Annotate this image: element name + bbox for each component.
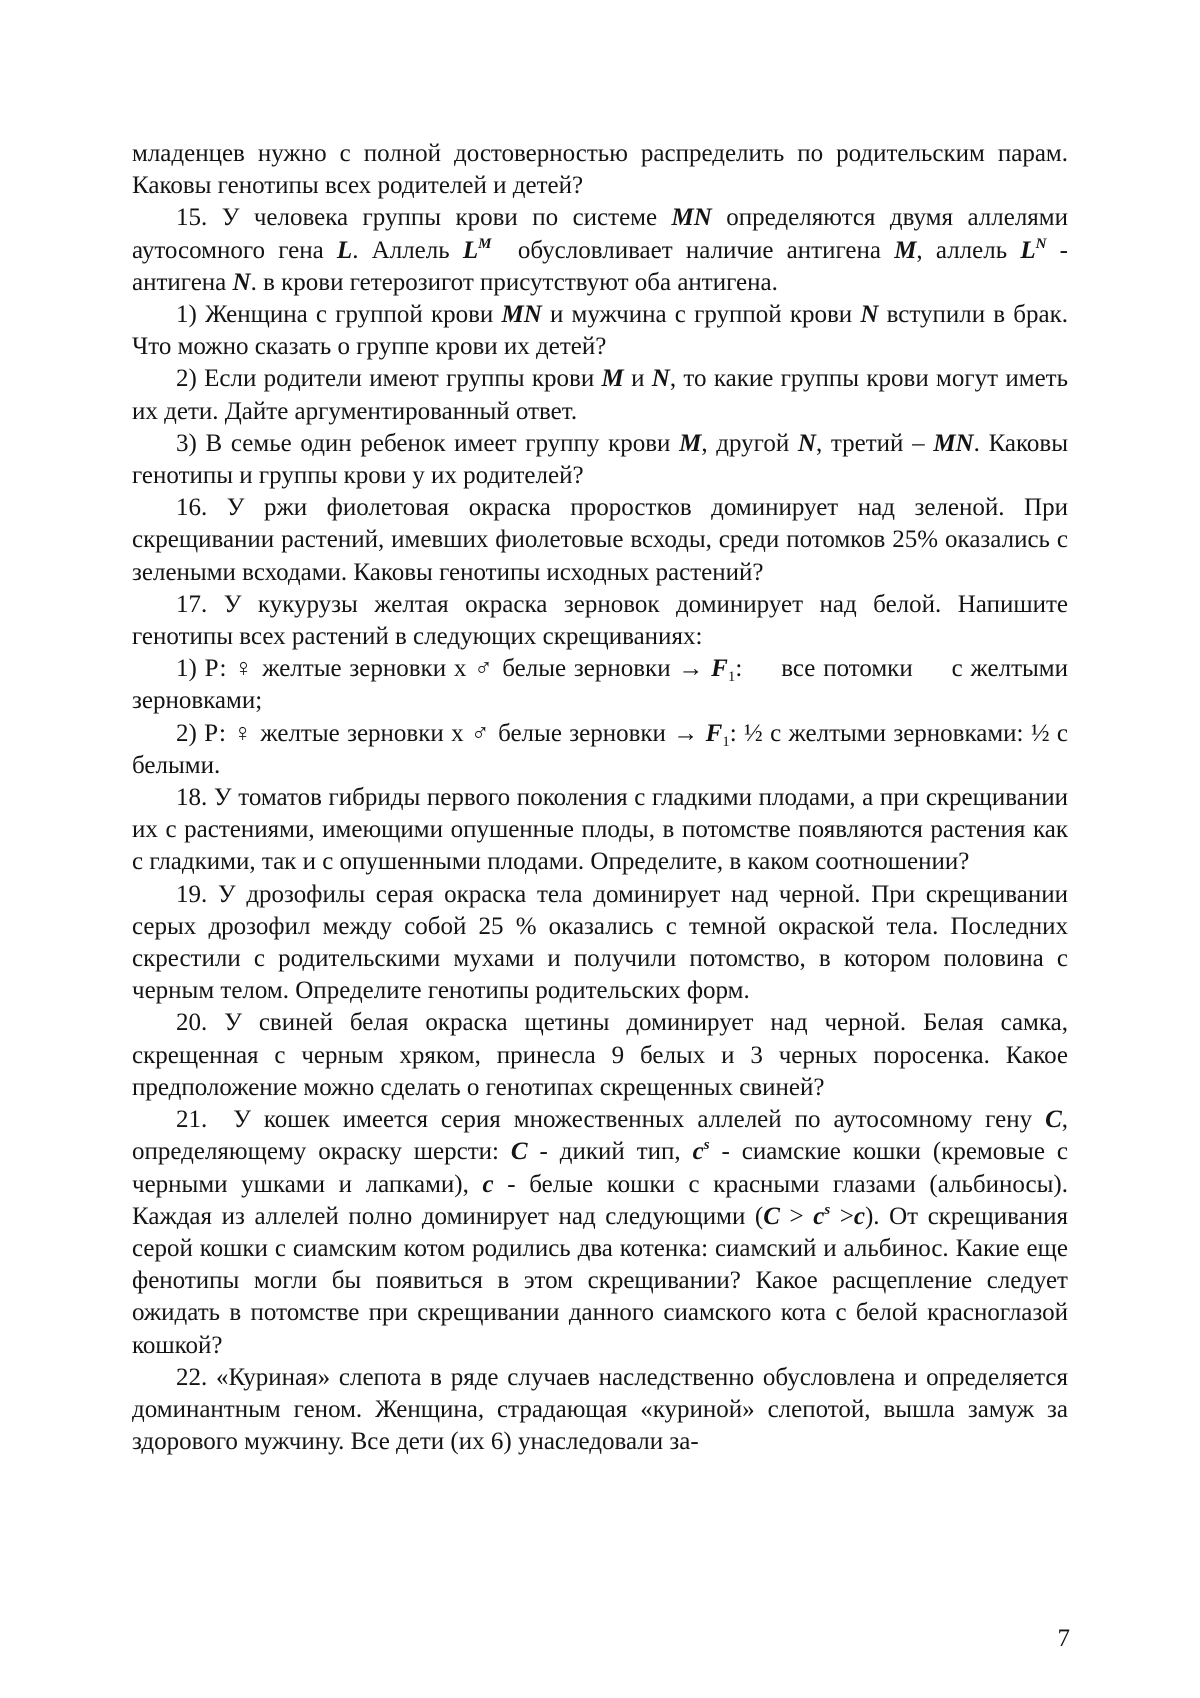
problem-21: 21. У кошек имеется серия множественных аллелей по аутосомному гену C, определяющему окраску шерсти: C - дикий тип, $c^s$ - сиамские кошки (кремовые с черными ушками и лапками), c - белые кошки с красными глазами (альбиносы). Каждая из аллелей полно доминирует над следующими $(C > c^s >c)$. От скрещивания серой кошки с сиамским котом родились два котенка: сиамский и альбинос. Какие еще фенотипы могли бы появиться в этом скрещивании? Какое расщепление следует ожидать в потомстве при скрещивании данного сиамского кота с белой красноглазой кошкой?	[132, 1106, 1068, 1359]
problem-17-cross-2: 2) Р: ♀ желтые зерновки х ♂ белые зерновки → $F_1$: ½ с желтыми зерновками: ½ с белыми.	[132, 719, 1068, 779]
problem-17-cross-1: 1) Р: ♀ желтые зерновки х ♂ белые зерновки → $F_1$: все потомки с желтыми зерновками;	[132, 655, 1068, 715]
paragraph-continuation: младенцев нужно с полной достоверностью распределить по родительским парам. Каковы генотипы всех родителей и детей?	[132, 140, 1068, 200]
problem-22: 22. «Куриная» слепота в ряде случаев наследственно обусловлена и определяется доминантным геном. Женщина, страдающая «куриной» слепотой, вышла замуж за здорового мужчину. Все дети (их 6) унаследовали за-	[132, 1363, 1068, 1456]
problem-15-question-1: 1) Женщина с группой крови MN и мужчина с группой крови N вступили в брак. Что можно сказать о группе крови их детей?	[132, 301, 1068, 361]
problem-19: 19. У дрозофилы серая окраска тела доминирует над черной. При скрещивании серых дрозофил между собой 25 % оказались с темной окраской тела. Последних скрестили с родительскими мухами и получили потомство, в котором половина с черным телом. Определите генотипы родительских форм.	[132, 880, 1068, 1005]
problem-20: 20. У свиней белая окраска щетины доминирует над черной. Белая самка, скрещенная с черным хряком, принесла 9 белых и 3 черных поросенка. Какое предположение можно сделать о генотипах скрещенных свиней?	[132, 1009, 1068, 1101]
body-text	[132, 138, 1068, 1458]
problem-15-question-3: 3) В семье один ребенок имеет группу крови M, другой N, третий – MN. Каковы генотипы и группы крови у их родителей?	[132, 429, 1068, 490]
problem-17: 17. У кукурузы желтая окраска зерновок доминирует над белой. Напишите генотипы всех растений в следующих скрещиваниях:	[132, 590, 1068, 651]
problem-15-intro: 15. У человека группы крови по системе MN определяются двумя аллелями аутосомного гена L. Аллель $L^M$ обусловливает наличие антигена M, аллель $L^N$ - антигена N. в крови гетерозигот присутствуют оба антигена.	[132, 204, 1069, 296]
problem-16: 16. У ржи фиолетовая окраска проростков доминирует над зеленой. При скрещивании растений, имевших фиолетовые всходы, среди потомков 25% оказались с зелеными всходами. Каковы генотипы исходных растений?	[132, 494, 1068, 586]
page-number: 7	[1057, 1625, 1070, 1652]
problem-18: 18. У томатов гибриды первого поколения с гладкими плодами, а при скрещивании их с растениями, имеющими опушенные плоды, в потомстве появляются растения как с гладкими, так и с опушенными плодами. Определите, в каком соотношении?	[132, 784, 1068, 876]
problem-15-question-2: 2) Если родители имеют группы крови M и N, то какие группы крови могут иметь их дети. Дайте аргументированный ответ.	[132, 365, 1068, 425]
